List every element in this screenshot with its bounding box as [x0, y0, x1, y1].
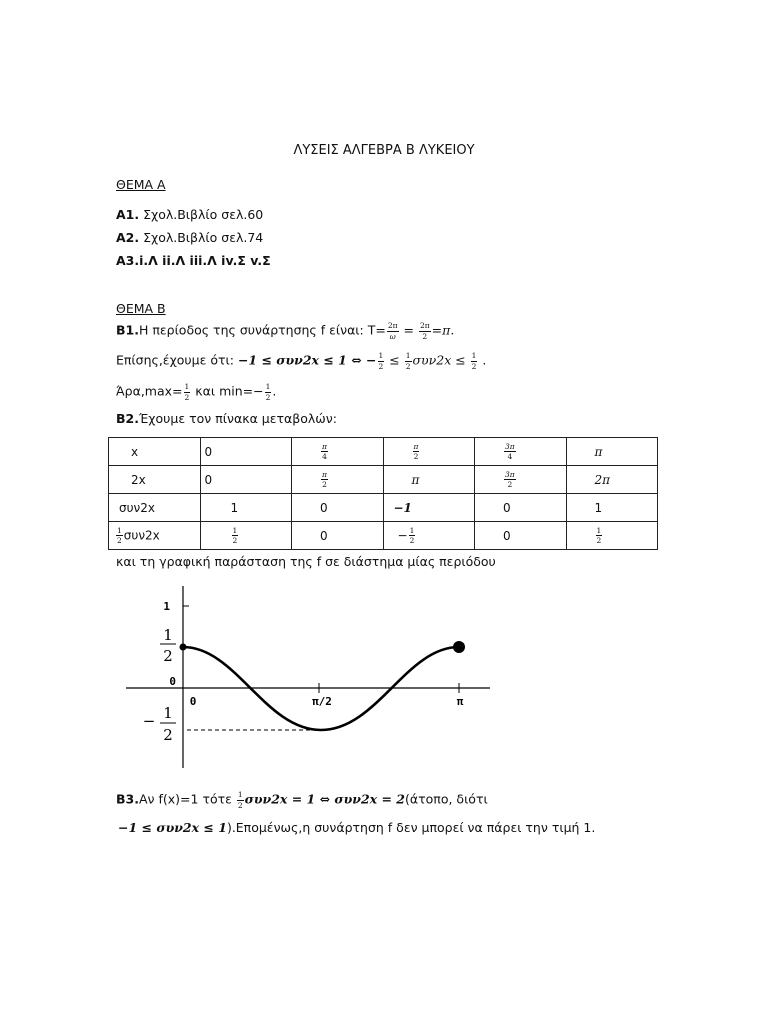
- x-tick-label-pi-half: π/2: [312, 695, 332, 708]
- fraction: $\frac{1}{2}$: [471, 351, 477, 371]
- answer-b1-line1: Β1.Η περίοδος της συνάρτησης f είναι: T= $\frac{2\pi}{\omega}$ = $\frac{2\pi}{2}$ =π.: [116, 321, 455, 341]
- b2-label: Β2.: [116, 411, 139, 426]
- document-title: ΛΥΣΕΙΣ ΑΛΓΕΒΡΑ Β ΛΥΚΕΙΟΥ: [293, 143, 475, 158]
- answer-b2: [116, 411, 337, 426]
- table-row: [109, 494, 658, 522]
- y-tick-label-half-den: 2: [163, 647, 173, 665]
- table-cell: $\frac{\pi}{2}$: [292, 466, 384, 494]
- table-cell: x: [109, 438, 201, 466]
- fraction: $\frac{2\pi}{\omega}$: [387, 321, 398, 341]
- a2-label: Α2.: [116, 230, 140, 245]
- y-tick-label-0: 0: [169, 675, 176, 688]
- table-cell: 0: [292, 494, 384, 522]
- x-tick-label-0: 0: [189, 695, 197, 708]
- b3-equation: συν2x = 1 ⇔ συν2x = 2: [244, 791, 406, 807]
- fraction: $\frac{1}{2}$: [405, 351, 411, 371]
- variation-table: [108, 437, 658, 550]
- table-cell: $\frac{1}{2}$: [200, 522, 292, 550]
- table-cell: $\frac{\pi}{2}$: [383, 438, 475, 466]
- b1-text: Η περίοδος της συνάρτησης f είναι: T=: [138, 322, 386, 338]
- table-cell: π: [383, 466, 475, 494]
- answer-b1-line3: Άρα,max= $\frac{1}{2}$ και min=− $\frac{1}{2}$ .: [116, 382, 277, 402]
- fraction: $\frac{1}{2}$: [378, 351, 384, 371]
- table-cell: 2π: [566, 466, 658, 494]
- function-graph: [110, 578, 510, 778]
- table-cell: 0: [292, 522, 384, 550]
- a2-text: Σχολ.Βιβλίο σελ.74: [139, 230, 264, 245]
- table-row: [109, 438, 658, 466]
- y-tick-label-neg-den: 2: [163, 726, 173, 744]
- b1-label: Β1.: [116, 322, 139, 338]
- fraction: $\frac{2\pi}{2}$: [419, 321, 430, 341]
- table-cell: −1: [383, 494, 475, 522]
- b1-eq-end: =π.: [431, 322, 455, 338]
- answer-a3: [116, 253, 271, 268]
- curve-start-point: [180, 644, 187, 651]
- fraction: $\frac{1}{2}$: [265, 382, 271, 402]
- answer-b3-line2: [118, 820, 595, 835]
- a3-text: i.Λ ii.Λ iii.Λ iv.Σ v.Σ: [139, 253, 271, 268]
- answer-a1: [116, 207, 263, 222]
- b3-text: Αν f(x)=1 τότε: [138, 791, 236, 807]
- theme-a-heading: ΘΕΜΑ Α: [116, 177, 166, 192]
- table-cell: 0: [200, 438, 292, 466]
- a1-text: Σχολ.Βιβλίο σελ.60: [139, 207, 264, 222]
- table-cell: $\frac{1}{2}$ συν2x: [109, 522, 201, 550]
- table-cell: 0: [475, 494, 567, 522]
- b1-inequality-c: συν2x ≤: [412, 352, 470, 368]
- table-cell: $\frac{3\pi}{4}$: [475, 438, 567, 466]
- b3-label: Β3.: [116, 791, 139, 807]
- y-tick-label-neg-sign: −: [142, 712, 156, 730]
- b2-text: Έχουμε τον πίνακα μεταβολών:: [138, 411, 337, 426]
- table-cell: 1: [200, 494, 292, 522]
- theme-b-heading: ΘΕΜΑ Β: [116, 301, 166, 316]
- x-tick-label-pi: π: [456, 695, 464, 708]
- answer-b3-line1: [116, 791, 488, 809]
- curve-end-point: [453, 641, 465, 653]
- b3-text-end: (άτοπο, διότι: [405, 791, 488, 807]
- answer-b1-line2: Επίσης,έχουμε ότι: −1 ≤ συν2x ≤ 1 ⇔ − $\frac{1}{2}$ ≤ $\frac{1}{2}$ συν2x ≤ $\frac{1}{2}$ .: [116, 351, 487, 371]
- table-cell: $\frac{\pi}{4}$: [292, 438, 384, 466]
- a1-label: Α1.: [116, 207, 140, 222]
- y-tick-label-neg-num: 1: [163, 704, 173, 722]
- table-row: [109, 466, 658, 494]
- a3-label: Α3.: [116, 253, 140, 268]
- graph-caption: και τη γραφική παράσταση της f σε διάστημα μίας περιόδου: [116, 554, 496, 569]
- y-tick-label-half-num: 1: [163, 626, 173, 644]
- table-cell: 1: [566, 494, 658, 522]
- table-cell: π: [566, 438, 658, 466]
- b3-inequality: −1 ≤ συν2x ≤ 1: [118, 820, 227, 835]
- b3-conclusion: ).Επομένως,η συνάρτηση f δεν μπορεί να πάρει την τιμή 1.: [226, 820, 596, 835]
- table-cell: − $\frac{1}{2}$: [383, 522, 475, 550]
- table-cell: 0: [475, 522, 567, 550]
- y-tick-label-1: 1: [163, 600, 170, 613]
- table-cell: $\frac{1}{2}$: [566, 522, 658, 550]
- table-row: [109, 522, 658, 550]
- table-cell: 0: [200, 466, 292, 494]
- answer-a2: [116, 230, 263, 245]
- fraction: $\frac{1}{2}$: [237, 790, 243, 810]
- b1-inequality-a: −1 ≤ συν2x ≤ 1 ⇔ −: [237, 352, 377, 368]
- fraction: $\frac{1}{2}$: [184, 382, 190, 402]
- table-cell: $\frac{3\pi}{2}$: [475, 466, 567, 494]
- table-cell: 2x: [109, 466, 201, 494]
- b1-line2-prefix: Επίσης,έχουμε ότι:: [116, 352, 238, 368]
- table-cell: συν2x: [109, 494, 201, 522]
